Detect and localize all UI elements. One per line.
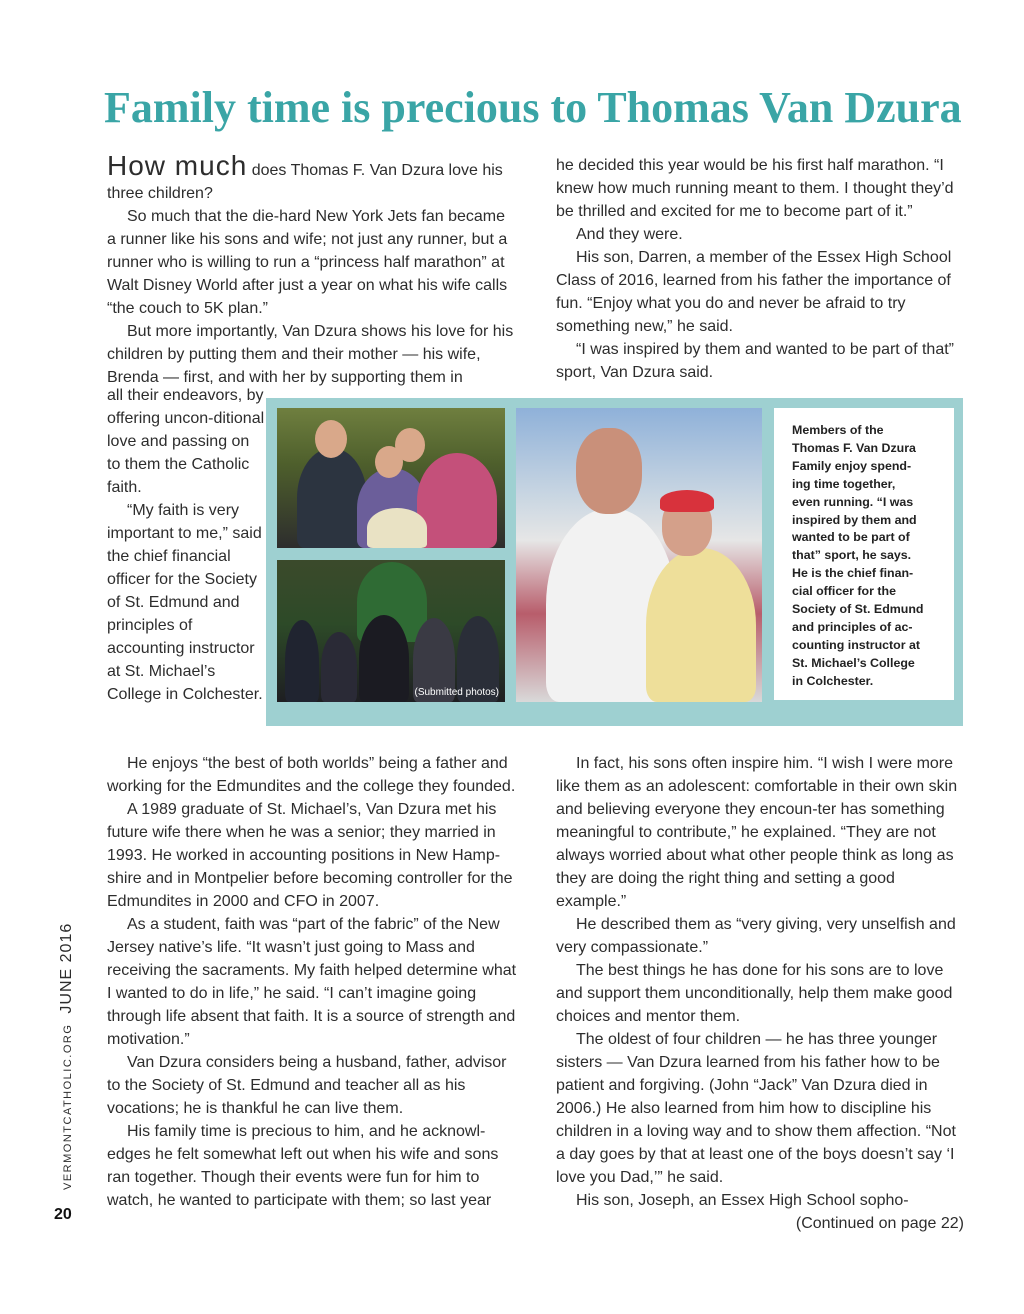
paragraph: But more importantly, Van Dzura shows his love for his children by putting them and their mother — his wife, Brenda — first, and with her by supporting them in <box>107 323 514 386</box>
family-photo-christmas-tree <box>277 560 505 702</box>
paragraph: He described them as “very giving, very unselfish and very compassionate.” <box>556 916 956 956</box>
paragraph: he decided this year would be his first half marathon. “I knew how much running meant to them. I thought they’d be thrilled and excited for me to become part of it.” <box>556 157 954 220</box>
column-2-bottom <box>556 752 964 1235</box>
paragraph <box>107 150 517 205</box>
headline: Family time is precious to Thomas Van Dzura <box>104 83 962 132</box>
paragraph: His son, Joseph, an Essex High School sopho- <box>576 1192 909 1209</box>
paragraph: all their endeavors, by offering uncon-ditional love and passing on to them the Catholic faith. <box>107 387 265 496</box>
column-1-bottom <box>107 752 517 1212</box>
website-label: VERMONTCATHOLIC.ORG <box>62 1023 74 1190</box>
paragraph: The best things he has done for his sons are to love and support them unconditionally, help them make good choices and mentor them. <box>556 962 953 1025</box>
photo-credit: (Submitted photos) <box>414 687 499 698</box>
lead-in: How much <box>107 150 248 181</box>
photo-caption-box <box>774 408 954 700</box>
paragraph: In fact, his sons often inspire him. “I wish I were more like them as an adolescent: comfortable in their own skin and believing everyone they encoun-ter has something meaningful to contribute,” he explained. “They are not always worried about what other people think as long as they are doing the right thing and setting a good example.” <box>556 755 958 910</box>
column-2-top <box>556 154 964 384</box>
column-1-narrow <box>107 384 267 706</box>
paragraph: The oldest of four children — he has three younger sisters — Van Dzura learned from his father how to be patient and forgiving. (John “Jack” Van Dzura died in 2006.) He also learned from him how to discipline his children in a loving way and to show them affection. “Not a day goes by that at least one of the boys doesn’t say ‘I love you Dad,’” he said. <box>556 1031 956 1186</box>
paragraph: As a student, faith was “part of the fabric” of the New Jersey native’s life. “It wasn’t just going to Mass and receiving the sacraments. My faith helped determine what I wanted to do in life,” he said. “I can’t imagine going through life absent that faith. It is a source of strength and motivation.” <box>107 916 517 1048</box>
column-1-top <box>107 150 517 389</box>
paragraph: His family time is precious to him, and he acknowl-edges he felt somewhat left out when his wife and sons ran together. Though their events were fun for him to watch, he wanted to participate with them; so last year <box>107 1123 499 1209</box>
paragraph: Van Dzura considers being a husband, father, advisor to the Society of St. Edmund and teacher all as his vocations; he is thankful he can live them. <box>107 1054 507 1117</box>
page-number: 20 <box>54 1206 72 1223</box>
paragraph: “My faith is very important to me,” said the chief financial officer for the Society of St. Edmund and principles of accounting instructor at St. Michael’s College in Colchester. <box>107 502 263 703</box>
paragraph: “I was inspired by them and wanted to be part of that” sport, Van Dzura said. <box>556 341 954 381</box>
paragraph: His son, Darren, a member of the Essex High School Class of 2016, learned from his father the importance of fun. “Enjoy what you do and never be afraid to try something new,” he said. <box>556 249 952 335</box>
photo-panel <box>266 398 963 726</box>
paragraph: And they were. <box>576 226 683 243</box>
footer-vertical <box>58 923 76 1190</box>
lead-in-rest: does Thomas F. Van Dzura love his three children? <box>107 162 503 202</box>
continued-note: (Continued on page 22) <box>795 1215 964 1232</box>
paragraph: A 1989 graduate of St. Michael’s, Van Dzura met his future wife there when he was a senior; they married in 1993. He worked in accounting positions in New Hamp-shire and in Montpelier before becoming controller for the Edmundites in 2000 and CFO in 2007. <box>107 801 513 910</box>
family-photo-outdoors <box>277 408 505 548</box>
issue-date: JUNE 2016 <box>58 922 75 1014</box>
photo-caption: Members of the Thomas F. Van Dzura Family enjoy spend- ing time together, even running. “I was inspired by them and wanted to be part of that” sport, he says. He is the chief finan- cial officer for the Society of St. Edmund and principles of ac- counting instructor at St. Michael’s College in Colchester. <box>792 423 924 688</box>
marathon-photo <box>516 408 762 702</box>
paragraph: He enjoys “the best of both worlds” being a father and working for the Edmundites and the college they founded. <box>107 755 516 795</box>
paragraph: So much that the die-hard New York Jets fan became a runner like his sons and wife; not just any runner, but a runner who is willing to run a “princess half marathon” at Walt Disney World after just a year on what his wife calls “the couch to 5K plan.” <box>107 208 508 317</box>
